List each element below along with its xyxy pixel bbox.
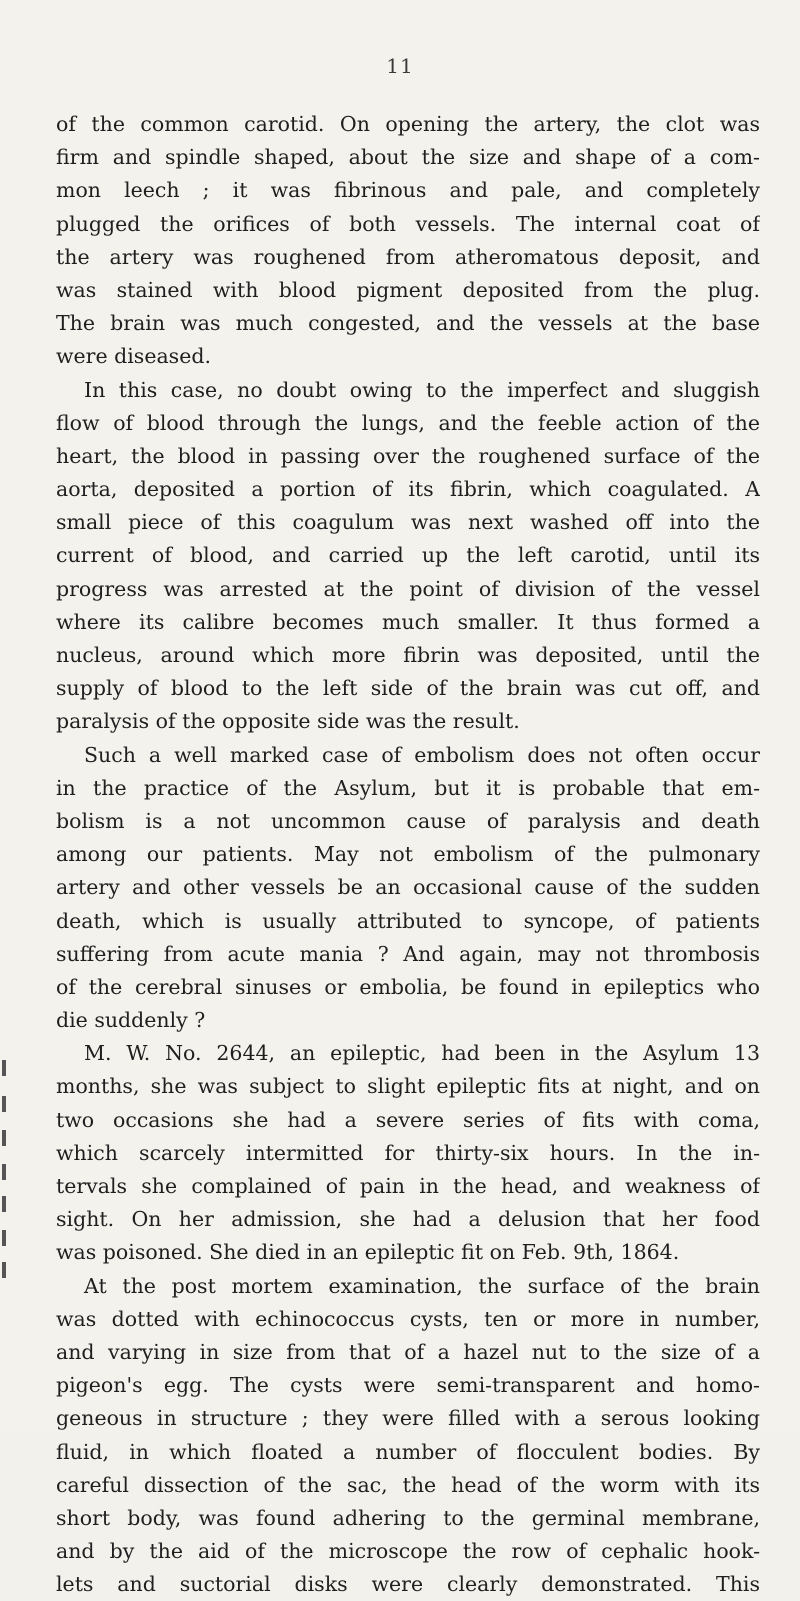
text-line: sight. On her admission, she had a delusion that her food: [56, 1207, 760, 1232]
text-line: progress was arrested at the point of division of the vessel: [56, 576, 760, 601]
text-line: aorta, deposited a portion of its fibrin, which coagulated. A: [56, 477, 760, 502]
text-line: careful dissection of the sac, the head of the worm with its: [56, 1472, 760, 1497]
text-line: firm and spindle shaped, about the size and shape of a com-: [56, 145, 760, 170]
text-line: the artery was roughened from atheromatous deposit, and: [56, 244, 760, 269]
text-line: was stained with blood pigment deposited from the plug.: [56, 277, 760, 302]
text-line: of the common carotid. On opening the artery, the clot was: [56, 112, 760, 136]
text-line: where its calibre becomes much smaller. It thus formed a: [56, 609, 760, 634]
text-line: were diseased.: [56, 344, 211, 369]
text-line: death, which is usually attributed to syncope, of patients: [56, 908, 760, 933]
text-line: in the practice of the Asylum, but it is probable that em-: [56, 775, 760, 800]
text-line: bolism is a not uncommon cause of paralysis and death: [56, 808, 760, 833]
text-line: flow of blood through the lungs, and the feeble action of the: [56, 410, 760, 435]
text-line: In this case, no doubt owing to the imperfect and sluggish: [84, 377, 760, 402]
text-line: mon leech ; it was fibrinous and pale, and completely: [56, 178, 760, 203]
text-line: plugged the orifices of both vessels. The internal coat of: [56, 211, 760, 236]
text-line: was poisoned. She died in an epileptic fit on Feb. 9th, 1864.: [56, 1240, 680, 1265]
text-line: heart, the blood in passing over the roughened surface of the: [56, 443, 760, 468]
text-line: M. W. No. 2644, an epileptic, had been in the Asylum 13: [84, 1041, 760, 1066]
text-line: and by the aid of the microscope the row of cephalic hook-: [56, 1539, 760, 1564]
text-line: suffering from acute mania ? And again, may not thrombosis: [56, 941, 760, 966]
text-line: At the post mortem examination, the surface of the brain: [84, 1273, 760, 1298]
text-line: among our patients. May not embolism of the pulmonary: [56, 842, 760, 867]
text-line: nucleus, around which more fibrin was deposited, until the: [56, 643, 760, 667]
text-line: small piece of this coagulum was next washed off into the: [56, 510, 760, 535]
text-line: paralysis of the opposite side was the result.: [56, 709, 520, 734]
body-text: [56, 108, 760, 1601]
text-line: short body, was found adhering to the germinal membrane,: [56, 1505, 760, 1530]
text-line: artery and other vessels be an occasional cause of the sudden: [56, 875, 760, 900]
text-line: Such a well marked case of embolism does not often occur: [84, 742, 760, 767]
binding-edge-marks: [0, 1030, 8, 1430]
text-line: geneous in structure ; they were filled with a serous looking: [56, 1406, 760, 1431]
text-line: tervals she complained of pain in the head, and weakness of: [56, 1174, 760, 1198]
text-line: pigeon's egg. The cysts were semi-transparent and homo-: [56, 1373, 760, 1398]
text-line: months, she was subject to slight epileptic fits at night, and on: [56, 1074, 760, 1099]
text-line: supply of blood to the left side of the brain was cut off, and: [56, 676, 760, 701]
text-line: was dotted with echinococcus cysts, ten or more in number,: [56, 1306, 760, 1331]
page-number: 11: [386, 54, 414, 78]
text-line: current of blood, and carried up the left carotid, until its: [56, 543, 760, 568]
text-line: which scarcely intermitted for thirty-six hours. In the in-: [56, 1140, 760, 1165]
text-line: die suddenly ?: [56, 1008, 206, 1033]
text-line: lets and suctorial disks were clearly demonstrated. This: [56, 1572, 760, 1597]
text-line: of the cerebral sinuses or embolia, be found in epileptics who: [56, 974, 760, 999]
text-line: two occasions she had a severe series of fits with coma,: [56, 1107, 760, 1132]
text-line: and varying in size from that of a hazel nut to the size of a: [56, 1339, 760, 1364]
text-line: The brain was much congested, and the vessels at the base: [56, 311, 760, 336]
text-line: fluid, in which floated a number of flocculent bodies. By: [56, 1439, 760, 1464]
